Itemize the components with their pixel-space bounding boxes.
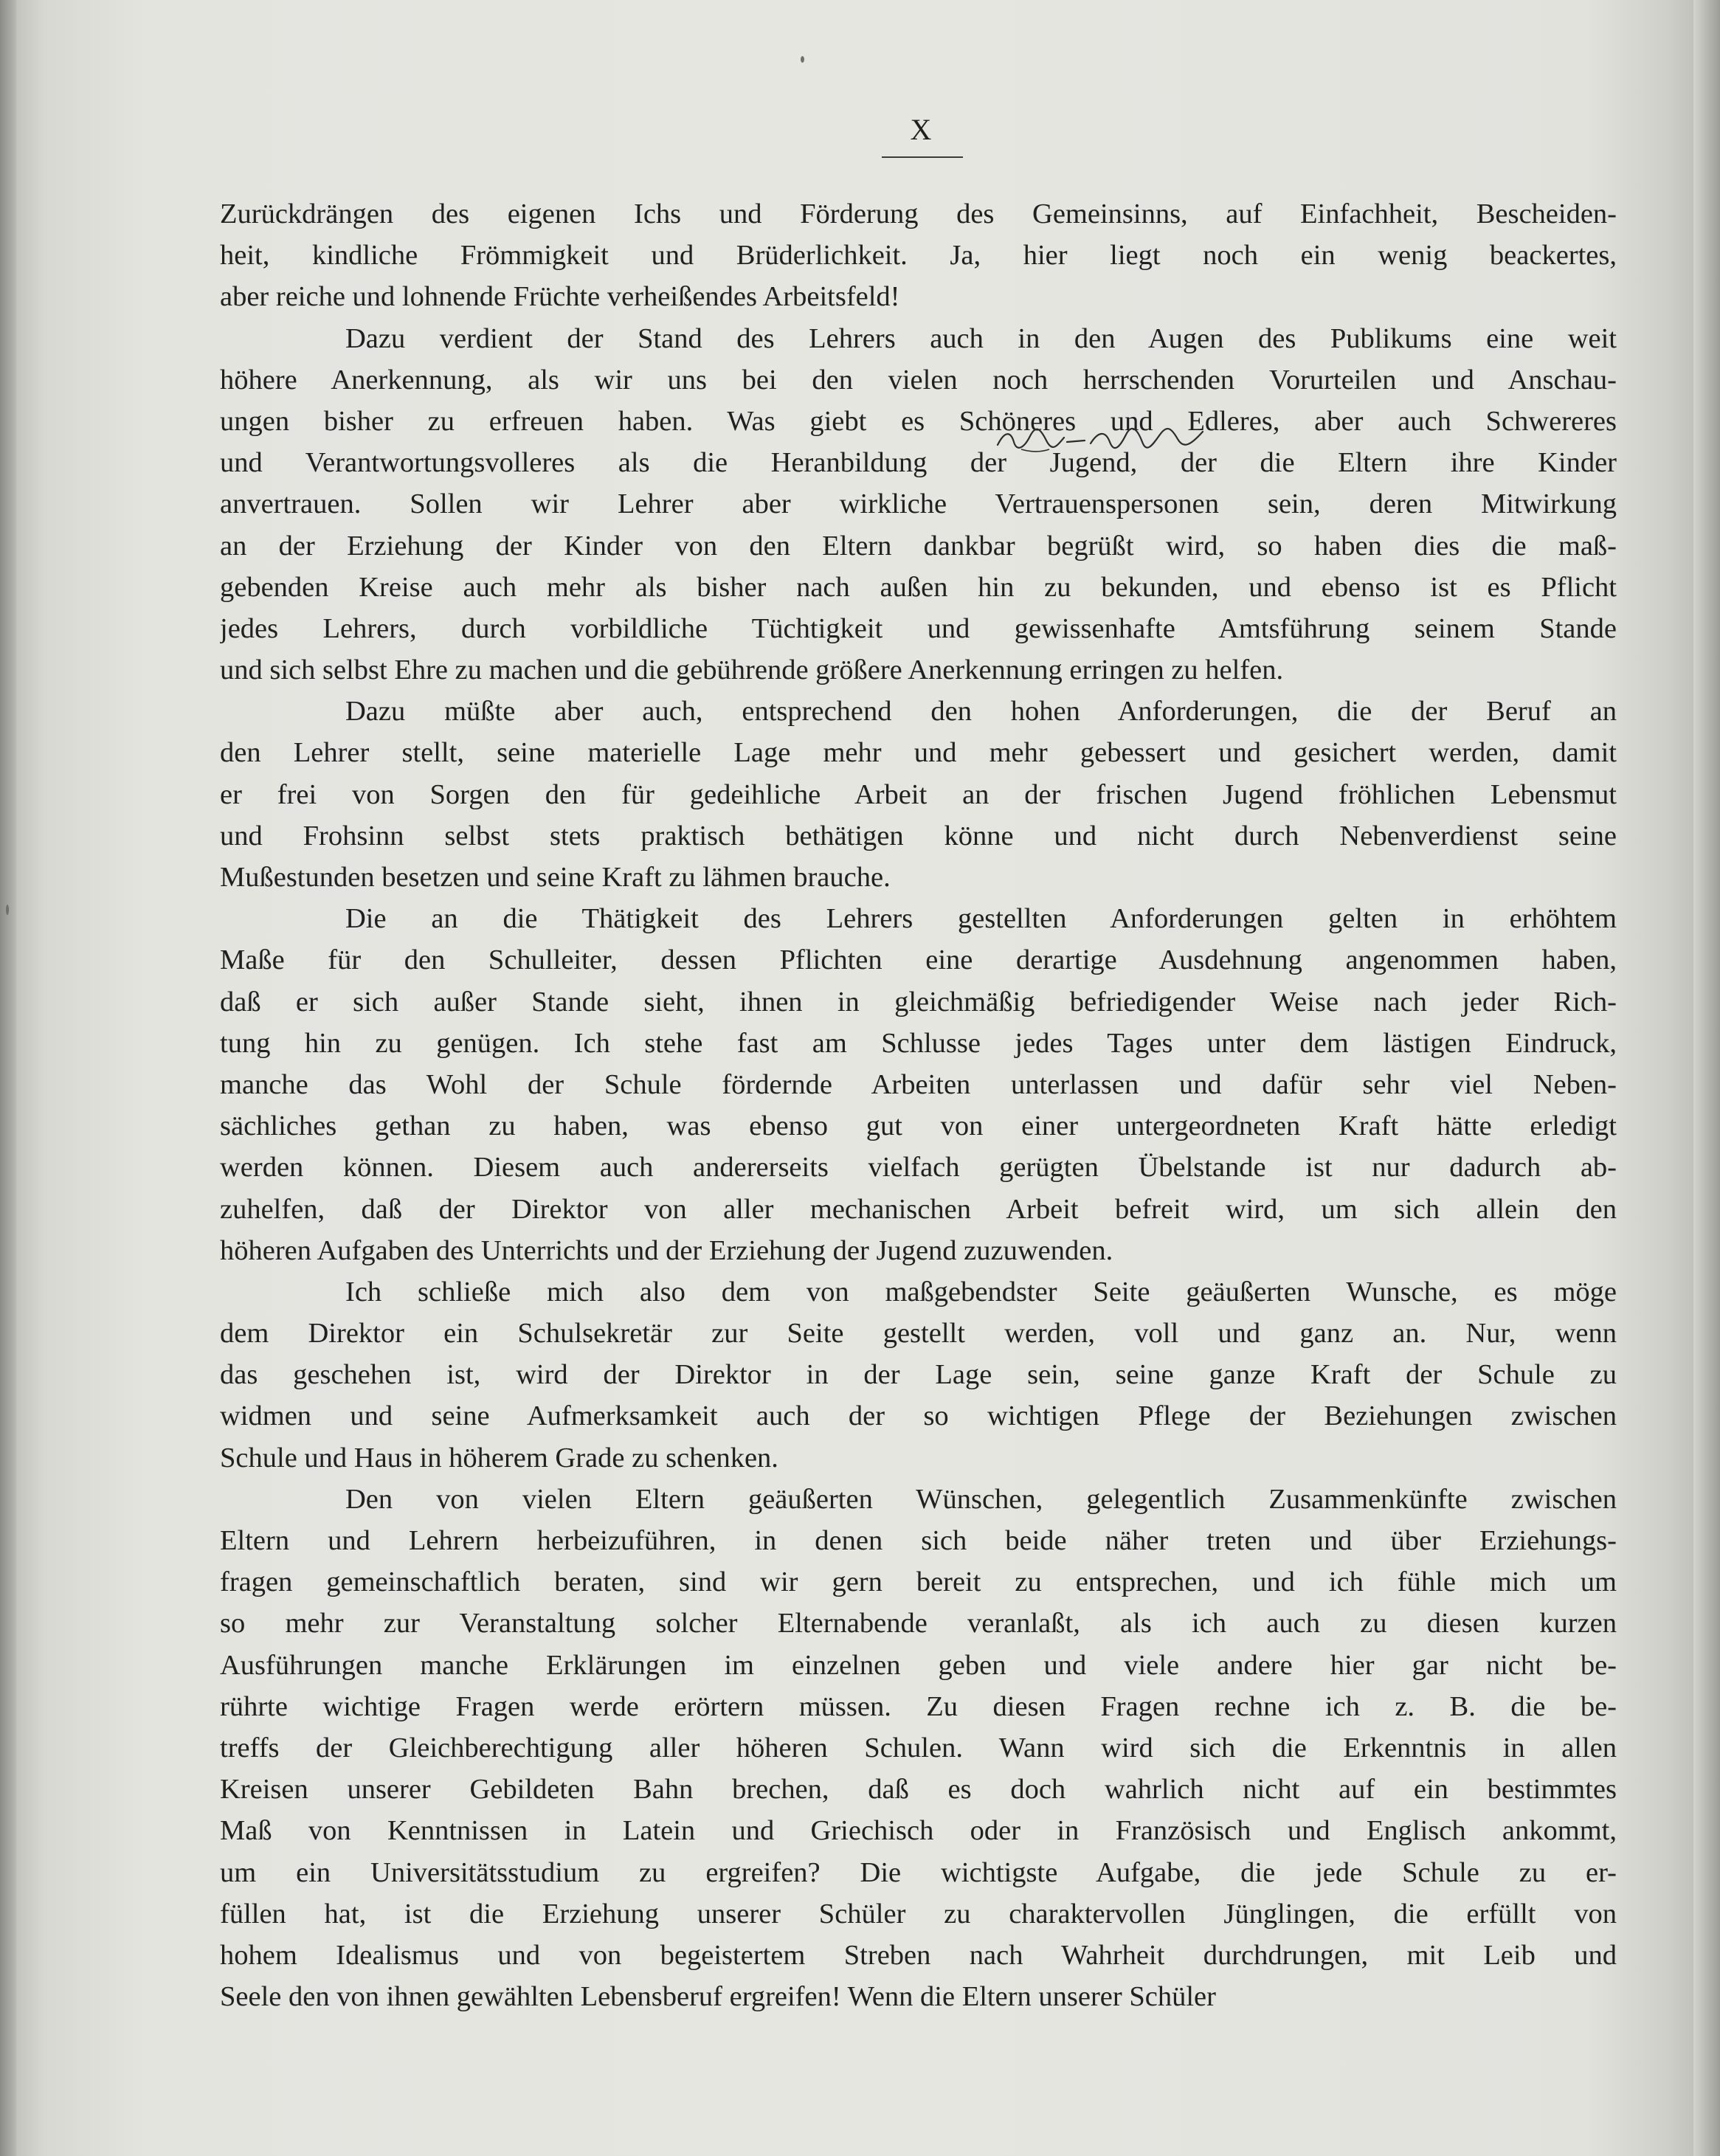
- page-number: X: [910, 113, 933, 146]
- text-line: Kreisen unserer Gebildeten Bahn brechen, daß es doch wahrlich nicht auf ein bestimmtes: [220, 1774, 1617, 1806]
- text-line: rührte wichtige Fragen werde erörtern müssen. Zu diesen Fragen rechne ich z. B. die be-: [220, 1690, 1617, 1722]
- text-line: aber reiche und lohnende Früchte verheißendes Arbeitsfeld!: [220, 281, 900, 313]
- text-line: und sich selbst Ehre zu machen und die gebührende größere Anerkennung erringen zu helfen.: [220, 654, 1284, 686]
- text-line: zuhelfen, daß der Direktor von aller mechanischen Arbeit befreit wird, um sich allein den: [220, 1193, 1617, 1225]
- text-line: Dazu müßte aber auch, entsprechend den hohen Anforderungen, die der Beruf an: [345, 696, 1617, 728]
- text-line: Die an die Thätigkeit des Lehrers gestellten Anforderungen gelten in erhöhtem: [345, 903, 1617, 935]
- text-line: widmen und seine Aufmerksamkeit auch der so wichtigen Pflege der Beziehungen zwischen: [220, 1400, 1617, 1432]
- text-line: um ein Universitätsstudium zu ergreifen? Die wichtigste Aufgabe, die jede Schule zu er-: [220, 1856, 1617, 1888]
- scan-speck: [801, 56, 804, 63]
- text-line: Maß von Kenntnissen in Latein und Griechisch oder in Französisch und Englisch ankommt,: [220, 1815, 1617, 1847]
- text-line: Mußestunden besetzen und seine Kraft zu lähmen brauche.: [220, 862, 891, 893]
- text-line: an der Erziehung der Kinder von den Eltern dankbar begrüßt wird, so haben dies die maß-: [220, 530, 1617, 562]
- text-line: Schule und Haus in höherem Grade zu schenken.: [220, 1442, 778, 1473]
- text-line: tung hin zu genügen. Ich stehe fast am Schlusse jedes Tages unter dem lästigen Eindruck,: [220, 1027, 1617, 1059]
- text-line: anvertrauen. Sollen wir Lehrer aber wirkliche Vertrauenspersonen sein, deren Mitwirkung: [220, 488, 1617, 520]
- body-text: [220, 193, 1617, 2017]
- text-line: Eltern und Lehrern herbeizuführen, in denen sich beide näher treten und über Erziehungs-: [220, 1525, 1617, 1556]
- handwritten-annotation: [995, 423, 1205, 455]
- text-line: und Frohsinn selbst stets praktisch bethätigen könne und nicht durch Nebenverdienst seine: [220, 820, 1617, 851]
- text-line: sächliches gethan zu haben, was ebenso gut von einer untergeordneten Kraft hätte erledigt: [220, 1110, 1617, 1142]
- text-line: dem Direktor ein Schulsekretär zur Seite gestellt werden, voll und ganz an. Nur, wenn: [220, 1318, 1617, 1350]
- text-line: Ausführungen manche Erklärungen im einzelnen geben und viele andere hier gar nicht be-: [220, 1649, 1617, 1681]
- text-line: hohem Idealismus und von begeistertem Streben nach Wahrheit durchdrungen, mit Leib und: [220, 1939, 1617, 1971]
- text-line: Maße für den Schulleiter, dessen Pflichten eine derartige Ausdehnung angenommen haben,: [220, 944, 1617, 976]
- text-line: Dazu verdient der Stand des Lehrers auch in den Augen des Publikums eine weit: [345, 322, 1617, 354]
- text-line: jedes Lehrers, durch vorbildliche Tüchtigkeit und gewissenhafte Amtsführung seinem Stande: [220, 612, 1617, 644]
- text-line: werden können. Diesem auch andererseits vielfach gerügten Übelstande ist nur dadurch ab-: [220, 1152, 1617, 1184]
- text-line: manche das Wohl der Schule fördernde Arbeiten unterlassen und dafür sehr viel Neben-: [220, 1068, 1617, 1100]
- text-line: das geschehen ist, wird der Direktor in der Lage sein, seine ganze Kraft der Schule zu: [220, 1359, 1617, 1391]
- text-line: füllen hat, ist die Erziehung unserer Schüler zu charaktervollen Jünglingen, die erfüllt von: [220, 1898, 1617, 1929]
- text-line: und Verantwortungsvolleres als die Heranbildung der Jugend, der die Eltern ihre Kinder: [220, 447, 1617, 479]
- text-line: höhere Anerkennung, als wir uns bei den vielen noch herrschenden Vorurteilen und Anschau-: [220, 364, 1617, 395]
- page-right-edge: [1693, 0, 1720, 2156]
- text-line: daß er sich außer Stande sieht, ihnen in gleichmäßig befriedigender Weise nach jeder Rich-: [220, 986, 1617, 1017]
- text-line: gebenden Kreise auch mehr als bisher nach außen hin zu bekunden, und ebenso ist es Pflicht: [220, 571, 1617, 603]
- page-number-rule: [882, 156, 963, 158]
- text-line: treffs der Gleichberechtigung aller höheren Schulen. Wann wird sich die Erkenntnis in allen: [220, 1732, 1617, 1763]
- text-line: den Lehrer stellt, seine materielle Lage mehr und mehr gebessert und gesichert werden, damit: [220, 737, 1617, 769]
- text-line: Seele den von ihnen gewählten Lebensberuf ergreifen! Wenn die Eltern unserer Schüler: [220, 1981, 1216, 2013]
- text-line: höheren Aufgaben des Unterrichts und der Erziehung der Jugend zuzuwenden.: [220, 1234, 1113, 1266]
- text-line: heit, kindliche Frömmigkeit und Brüderlichkeit. Ja, hier liegt noch ein wenig beackertes,: [220, 240, 1617, 272]
- text-line: Den von vielen Eltern geäußerten Wünschen, gelegentlich Zusammenkünfte zwischen: [345, 1483, 1617, 1515]
- text-line: fragen gemeinschaftlich beraten, sind wir gern bereit zu entsprechen, und ich fühle mich um: [220, 1566, 1617, 1598]
- scan-speck: [6, 905, 9, 915]
- text-line: Ich schließe mich also dem von maßgebendster Seite geäußerten Wunsche, es möge: [345, 1276, 1617, 1307]
- text-line: so mehr zur Veranstaltung solcher Elternabende veranlaßt, als ich auch zu diesen kurzen: [220, 1608, 1617, 1640]
- page-left-edge: [0, 0, 16, 2156]
- text-line: er frei von Sorgen den für gedeihliche Arbeit an der frischen Jugend fröhlichen Lebensmut: [220, 778, 1617, 810]
- text-line: Zurückdrängen des eigenen Ichs und Förderung des Gemeinsinns, auf Einfachheit, Bescheiden-: [220, 198, 1617, 229]
- text-line: ungen bisher zu erfreuen haben. Was giebt es Schöneres und Edleres, aber auch Schwereres: [220, 405, 1617, 437]
